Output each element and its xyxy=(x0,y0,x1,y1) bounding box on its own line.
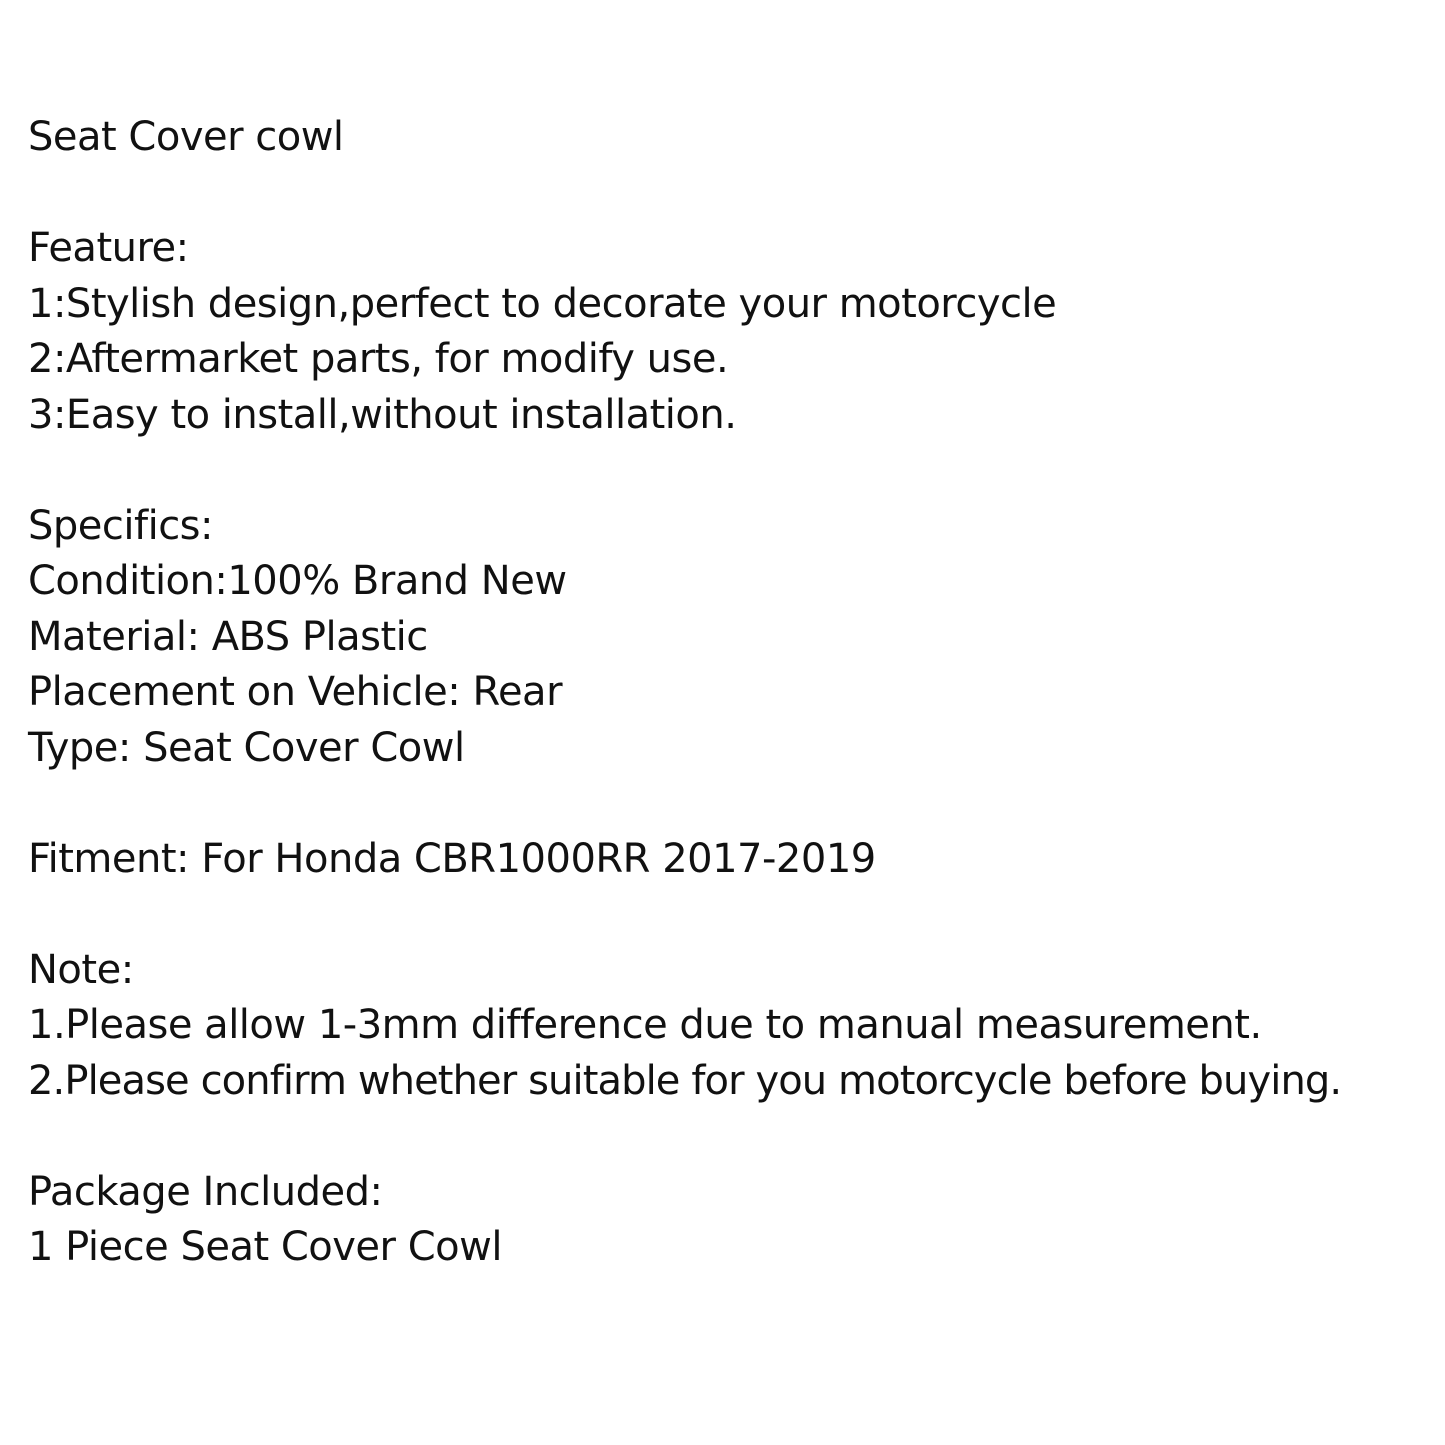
specifics-heading: Specifics: xyxy=(28,502,213,549)
note-item: 2.Please confirm whether suitable for you motorcycle before buying. xyxy=(28,1057,1342,1104)
specifics-item: Type: Seat Cover Cowl xyxy=(28,724,465,771)
fitment-line: Fitment: For Honda CBR1000RR 2017-2019 xyxy=(28,835,876,882)
note-item: 1.Please allow 1-3mm difference due to manual measurement. xyxy=(28,1002,1262,1048)
feature-item: 3:Easy to install,without installation. xyxy=(28,391,737,438)
product-description xyxy=(28,110,1438,1276)
specifics-item: Placement on Vehicle: Rear xyxy=(28,669,563,715)
feature-item: 2:Aftermarket parts, for modify use. xyxy=(28,336,729,382)
spacer xyxy=(28,887,1438,943)
specifics-item: Material: ABS Plastic xyxy=(28,613,428,660)
document-title: Seat Cover cowl xyxy=(28,114,344,160)
specifics-item: Condition:100% Brand New xyxy=(28,558,567,604)
package-item: 1 Piece Seat Cover Cowl xyxy=(28,1224,502,1270)
spacer xyxy=(28,166,1438,222)
spacer xyxy=(28,776,1438,832)
feature-item: 1:Stylish design,perfect to decorate your motorcycle xyxy=(28,280,1057,327)
feature-heading: Feature: xyxy=(28,225,189,271)
note-heading: Note: xyxy=(28,946,134,993)
spacer xyxy=(28,443,1438,499)
spacer xyxy=(28,1109,1438,1165)
package-heading: Package Included: xyxy=(28,1168,383,1215)
